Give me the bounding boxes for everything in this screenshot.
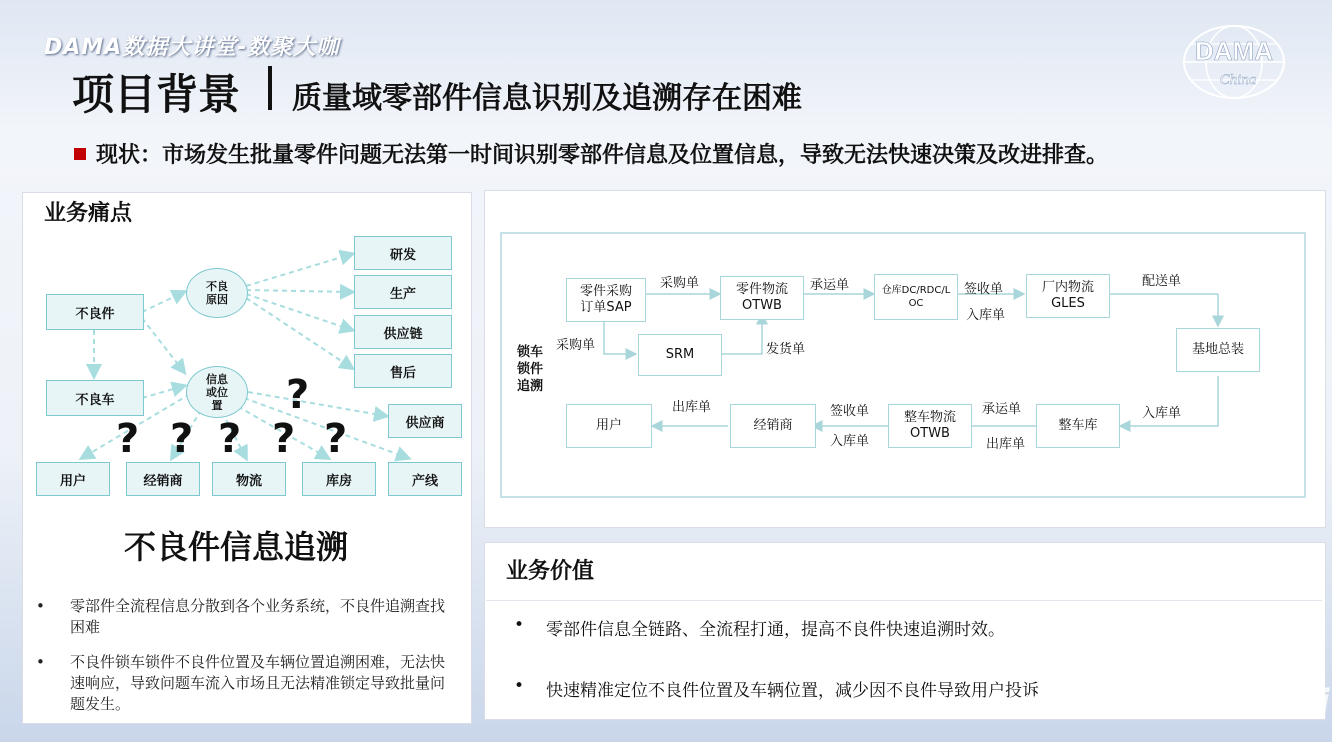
list-item: • 零部件全流程信息分散到各个业务系统，不良件追溯查找困难 (36, 597, 446, 636)
node-supplier: 供应商 (388, 404, 462, 438)
node-rd: 研发 (354, 236, 452, 270)
flow-node-base: 基地总装 (1176, 328, 1260, 372)
title-divider (268, 66, 272, 110)
flow-node-po: 零件采购订单SAP (566, 278, 646, 322)
node-after-sales: 售后 (354, 354, 452, 388)
node-production: 生产 (354, 275, 452, 309)
flow-node-vehicle-wh: 整车库 (1036, 404, 1120, 448)
node-cause: 不良原因 (186, 268, 248, 318)
status-marker (74, 148, 86, 160)
flow-label: 出库单 (986, 437, 1026, 452)
flow-label: 配送单 (1142, 274, 1182, 289)
flow-node-user: 用户 (566, 404, 652, 448)
flow-node-otwb1: 零件物流OTWB (720, 276, 804, 320)
flow-label: 签收单 (964, 282, 1004, 297)
value-title: 业务价值 (506, 559, 595, 584)
flow-side-label: 锁车锁件追溯 (517, 345, 544, 394)
node-warehouse: 库房 (302, 462, 376, 496)
page-title: 项目背景 (72, 70, 241, 119)
list-item: • 零部件信息全链路、全流程打通，提高不良件快速追溯时效。 (514, 615, 1006, 640)
question-mark: ? (324, 416, 348, 462)
node-info: 信息或位置 (186, 366, 248, 418)
flow-label: 采购单 (660, 276, 700, 291)
flow-node-otwb2: 整车物流OTWB (888, 404, 972, 448)
watermark-text: DataModeling (1024, 692, 1149, 713)
flow-node-srm: SRM (638, 334, 722, 376)
flow-node-dc: 仓库DC/RDC/LOC (874, 274, 958, 320)
node-line: 产线 (388, 462, 462, 496)
node-supply-chain: 供应链 (354, 315, 452, 349)
pain-points-title: 业务痛点 (44, 201, 133, 226)
flow-label: 入库单 (966, 308, 1006, 323)
flow-label: 采购单 (556, 338, 596, 353)
flow-node-dealer: 经销商 (730, 404, 816, 448)
question-mark: ? (218, 416, 242, 462)
flow-label: 入库单 (1142, 406, 1182, 421)
flow-label: 承运单 (810, 278, 850, 293)
list-item: • 不良件锁车锁件不良件位置及车辆位置追溯困难，无法快速响应，导致问题车流入市场且无法精准锁定导致批量问题发生。 (36, 653, 446, 713)
question-mark: ? (286, 372, 310, 418)
dama-logo (1180, 22, 1288, 100)
flow-label: 签收单 (830, 404, 870, 419)
flow-label: 发货单 (766, 342, 806, 357)
bilibili-watermark: bilibili (1218, 682, 1330, 720)
node-user: 用户 (36, 462, 110, 496)
question-mark: ? (116, 416, 140, 462)
node-defect-car: 不良车 (46, 380, 144, 416)
status-line (74, 138, 1108, 169)
flow-label: 入库单 (830, 434, 870, 449)
flow-label: 承运单 (982, 402, 1022, 417)
pain-bullets (36, 596, 456, 729)
list-item: • 快速精准定位不良件位置及车辆位置，减少因不良件导致用户投诉 (514, 676, 1040, 701)
question-mark: ? (170, 416, 194, 462)
question-mark: ? (272, 416, 296, 462)
value-divider (486, 600, 1322, 601)
brand-title: DAMA数据大讲堂-数聚大咖 (44, 35, 340, 60)
logo-sub: China (1219, 72, 1257, 88)
page-subtitle: 质量域零部件信息识别及追溯存在困难 (292, 81, 802, 116)
node-logistics: 物流 (212, 462, 286, 496)
logo-text: DAMA (1195, 36, 1273, 66)
trace-title: 不良件信息追溯 (124, 528, 349, 566)
node-defect-part: 不良件 (46, 294, 144, 330)
status-text: 现状：市场发生批量零件问题无法第一时间识别零部件信息及位置信息，导致无法快速决策及改进排查。 (96, 143, 1109, 168)
flow-label: 出库单 (672, 400, 712, 415)
flow-node-gles: 厂内物流GLES (1026, 274, 1110, 318)
node-dealer: 经销商 (126, 462, 200, 496)
